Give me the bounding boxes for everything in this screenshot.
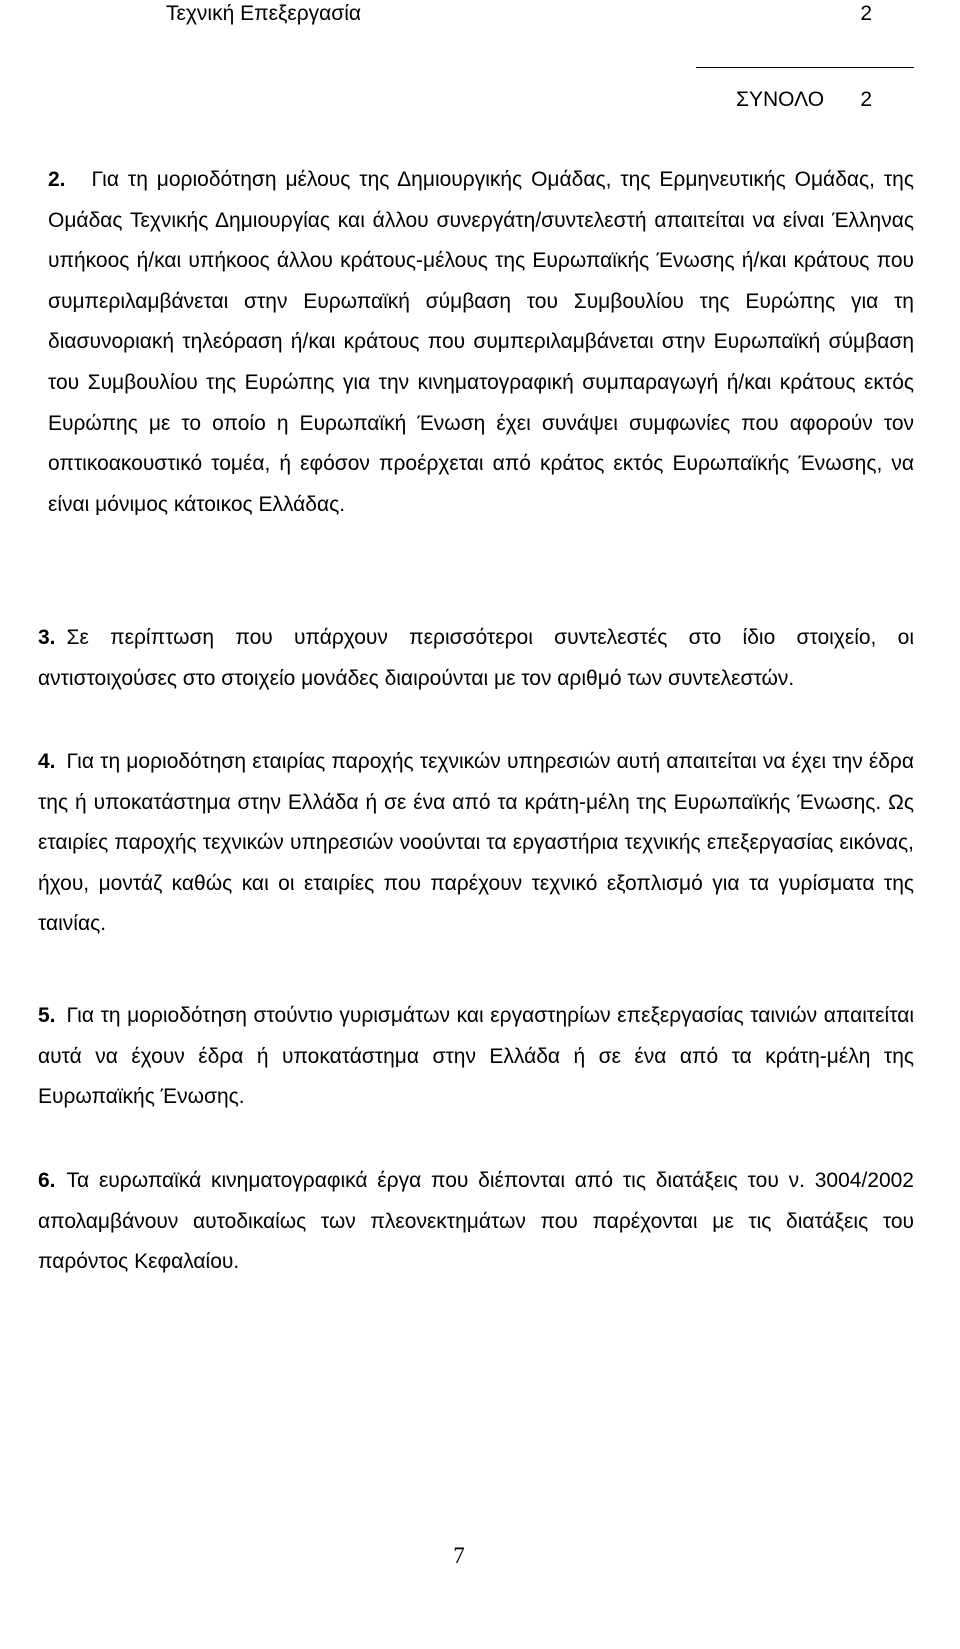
page-number: 7 [453,1543,465,1568]
note-number: 6. [38,1169,56,1192]
note-text: Για τη μοριοδότηση στούντιο γυρισμάτων και εργαστηρίων επεξεργασίας ταινιών απαιτείται αυτά να έχουν έδρα ή υποκατάστημα στην Ελλάδα ή σε ένα από τα κράτη-μέλη της Ευρωπαϊκής Ένωσης. [38,1004,914,1109]
total-divider [696,67,914,68]
note-number: 3. [38,626,56,649]
note-text: Για τη μοριοδότηση μέλους της Δημιουργικής Ομάδας, της Ερμηνευτικής Ομάδας, της Ομάδας Τεχνικής Δημιουργίας και άλλου συνεργάτη/συντελεστή απαιτείται να είναι Έλληνας υπήκοος ή/και υπήκοος άλλου κράτους-μέλους της Ευρωπαϊκής Ένωσης ή/και κράτους που συμπεριλαμβάνεται στην Ευρωπαϊκή σύμβαση του Συμβουλίου της Ευρώπης για τη διασυνοριακή τηλεόραση ή/και κράτους που συμπεριλαμβάνεται στην Ευρωπαϊκή σύμβαση του Συμβουλίου της Ευρώπης για την κινηματογραφική συμπαραγωγή ή/και κράτους εκτός Ευρώπης με το οποίο η Ευρωπαϊκή Ένωση έχει συνάψει συμφωνίες που αφορούν τον οπτικοακουστικό τομέα, ή εφόσον προέρχεται από κράτος εκτός Ευρωπαϊκής Ένωσης, να είναι μόνιμος κάτοικος Ελλάδας. [48,168,914,516]
total-label: ΣΥΝΟΛΟ [736,88,825,111]
note-number: 2. [48,168,66,191]
total-row [696,86,914,116]
note-text: Σε περίπτωση που υπάρχουν περισσότεροι συντελεστές στο ίδιο στοιχείο, οι αντιστοιχούσες στο στοιχείο μονάδες διαιρούνται με τον αριθμό των συντελεστών. [38,626,914,690]
score-row-value: 2 [860,2,872,25]
note-paragraph-3 [38,618,914,699]
note-paragraph-4 [38,742,914,945]
note-paragraph-5 [38,996,914,1118]
score-row-technical-processing [166,0,914,30]
note-text: Για τη μοριοδότηση εταιρίας παροχής τεχνικών υπηρεσιών αυτή απαιτείται να έχει την έδρα της ή υποκατάστημα στην Ελλάδα ή σε ένα από τα κράτη-μέλη της Ευρωπαϊκής Ένωσης. Ως εταιρίες παροχής τεχνικών υπηρεσιών νοούνται τα εργαστήρια τεχνικής επεξεργασίας εικόνας, ήχου, μοντάζ καθώς και οι εταιρίες που παρέχουν τεχνικό εξοπλισμό για τα γυρίσματα της ταινίας. [38,750,914,936]
note-text: Τα ευρωπαϊκά κινηματογραφικά έργα που διέπονται από τις διατάξεις του ν. 3004/2002 απολαμβάνουν αυτοδικαίως των πλεονεκτημάτων που παρέχονται με τις διατάξεις του παρόντος Κεφαλαίου. [38,1169,914,1274]
note-paragraph-2 [48,160,914,525]
score-row-label: Τεχνική Επεξεργασία [166,2,362,25]
note-paragraph-6 [38,1161,914,1283]
total-value: 2 [860,88,872,111]
note-number: 4. [38,750,56,773]
note-number: 5. [38,1004,56,1027]
